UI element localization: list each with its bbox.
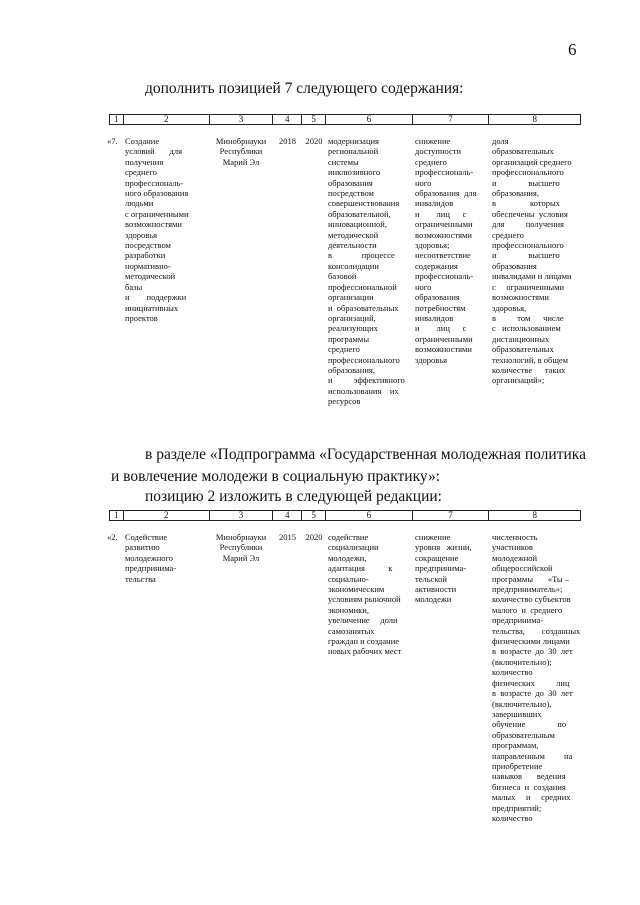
header2-col-4: 4 bbox=[273, 511, 302, 520]
row1-end-year: 2020 bbox=[305, 136, 323, 146]
page-number: 6 bbox=[568, 40, 577, 59]
row2-result: содействие социализации молодежи, адаптация к социально- экономическим условиям рыночной экономики, увеличение доли самозанятых граждан и создание новых рабочих мест bbox=[328, 532, 402, 657]
intro-paragraph-4: позицию 2 изложить в следующей редакции: bbox=[145, 488, 442, 505]
header-col-8: 8 bbox=[532, 114, 537, 124]
header2-col-5: 5 bbox=[302, 511, 326, 520]
row2-indicators: численность участников молодежной общероссийской программы «Ты – предприниматель»; количество субъектов малого и среднего предпринима- тельства, созданных физическими лицами в возрасте до 30 лет (включительно); количество физических лиц в возрасте до 30 лет (включительно), завершивших обучение по образовательным программам, направленным на приобретение навыков ведения бизнеса и создания малых и средних предприятий; количество bbox=[492, 532, 581, 823]
header-col-7: 7 bbox=[413, 115, 490, 124]
row1-indicators: доля образовательных организаций среднего профессионального и высшего образования, в которых обеспечены условия для получения среднего профессионального и высшего образования инвалидами и лицами с ограниченными возможностями здоровья, в том числе с использованием дистанционных образовательных технологий, в общем количестве таких организаций»; bbox=[492, 136, 572, 386]
table1-header bbox=[109, 114, 581, 125]
row2-consequences: снижение уровня жизни, сокращение предпринима- тельской активности молодежи bbox=[415, 532, 472, 605]
header-col-6: 6 bbox=[326, 115, 413, 124]
row1-executor: Минобрнауки Республики Марий Эл bbox=[215, 136, 267, 167]
header2-col-3: 3 bbox=[210, 511, 274, 520]
header2-col-1: 1 bbox=[110, 511, 124, 520]
row1-number: «7. bbox=[107, 136, 118, 146]
header2-col-7: 7 bbox=[413, 511, 490, 520]
row2-start-year: 2015 bbox=[279, 532, 296, 542]
intro-paragraph-2: в разделе «Подпрограмма «Государственная молодежная политика bbox=[145, 446, 586, 463]
header-col-3: 3 bbox=[210, 115, 274, 124]
table1-row bbox=[107, 136, 583, 407]
row1-start-year: 2018 bbox=[279, 136, 296, 146]
header2-col-6: 6 bbox=[326, 511, 413, 520]
header2-col-2: 2 bbox=[124, 511, 210, 520]
table2-row bbox=[107, 532, 583, 823]
row2-end-year: 2020 bbox=[305, 532, 323, 542]
intro-paragraph-1: дополнить позицией 7 следующего содержания: bbox=[145, 80, 464, 97]
row1-result: модернизация региональной системы инклюзивного образования посредством совершенствования образовательной, инновационной, методической деятельности в процессе консолидации базовой профессиональной организации и образовательных организаций, реализующих программы среднего профессионального образования, и эффективного использования их ресурсов bbox=[328, 136, 405, 407]
row2-number: «2. bbox=[107, 532, 118, 542]
header-col-4: 4 bbox=[273, 115, 302, 124]
row1-name: Создание условий для получения среднего профессиональ- ного образования людьми с ограниченными возможностями здоровья посредством разработки нормативно- методической базы и поддержки инициативных проектов bbox=[125, 136, 189, 323]
header-col-2: 2 bbox=[124, 115, 210, 124]
header-col-1: 1 bbox=[110, 115, 124, 124]
intro-paragraph-3: и вовлечение молодежи в социальную практику»: bbox=[111, 468, 441, 485]
header2-col-8: 8 bbox=[532, 510, 537, 520]
row2-name: Содействие развитию молодежного предпринима- тельства bbox=[125, 532, 177, 584]
row2-executor: Минобрнауки Республики Марий Эл bbox=[215, 532, 267, 563]
row1-consequences: снижение доступности среднего профессиональ- ного образования для инвалидов и лиц с ограниченными возможностями здоровья; несоответствие содержания профессиональ- ного образования потребностям инвалидов и лиц с ограниченными возможностями здоровья bbox=[415, 136, 477, 365]
header-col-5: 5 bbox=[302, 115, 326, 124]
table2-header bbox=[109, 510, 581, 521]
